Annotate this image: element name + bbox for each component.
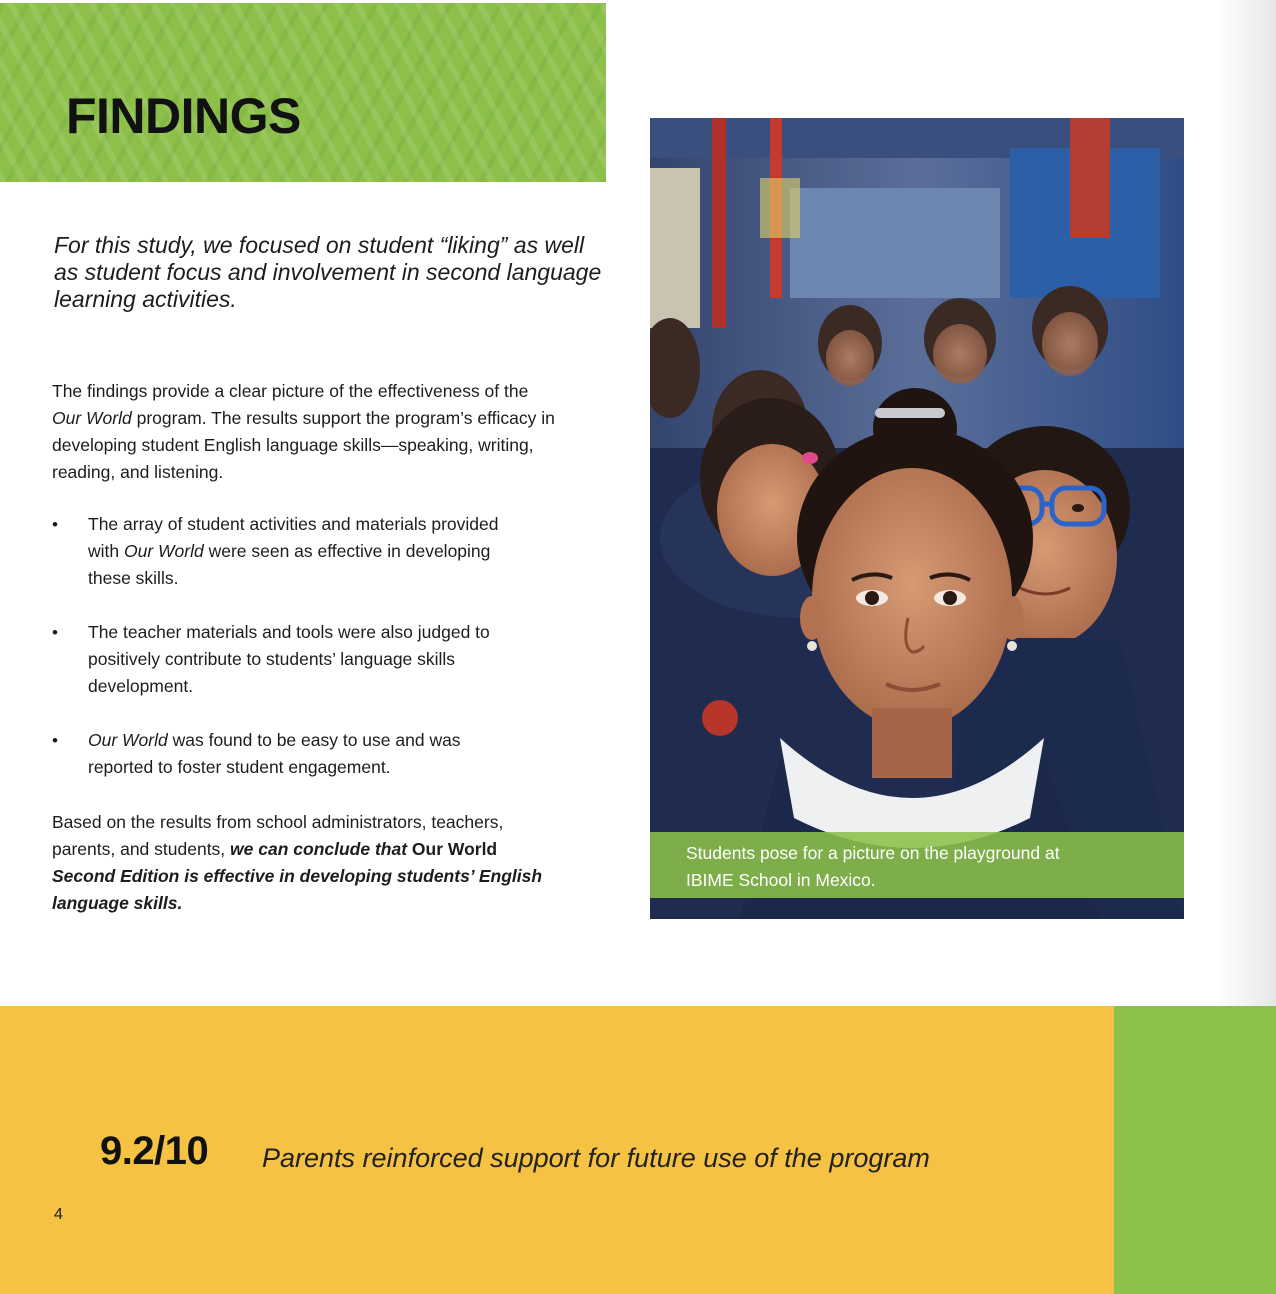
findings-paragraph xyxy=(52,378,562,486)
conclusion-emphasis: we can conclude that xyxy=(230,839,408,859)
conclusion-paragraph xyxy=(52,809,562,917)
list-item xyxy=(52,619,528,700)
page-number: 4 xyxy=(54,1206,63,1223)
program-name-bold: Our World xyxy=(407,839,498,859)
conclusion-emphasis-2: Second Edition is effective in developing students’ English language skills. xyxy=(52,866,543,913)
program-name: Our World xyxy=(123,541,204,561)
stat-value: 9.2/10 xyxy=(100,1129,209,1173)
stat-description: Parents reinforced support for future use of the program xyxy=(262,1143,930,1173)
findings-list xyxy=(52,511,572,808)
bullet-text: The array of student activities and materials provided with xyxy=(88,514,499,561)
page-edge-shadow xyxy=(1218,0,1276,1006)
caption-band xyxy=(650,832,1184,898)
conclusion-text: Based on the results from school administrators, teachers, parents, and students, xyxy=(52,812,504,859)
findings-text-2: program. The results support the program’s efficacy in developing student English language skills—speaking, writing, reading, and listening. xyxy=(52,408,555,482)
students-photo xyxy=(650,118,1184,919)
bullet-text: were seen as effective in developing these skills. xyxy=(88,541,491,588)
list-item xyxy=(52,511,528,592)
page-title: FINDINGS xyxy=(66,88,301,144)
students-photo-illustration xyxy=(650,118,1184,919)
accent-band xyxy=(1114,1006,1276,1294)
bullet-text: was found to be easy to use and was reported to foster student engagement. xyxy=(88,730,461,777)
list-item xyxy=(52,727,528,781)
program-name: Our World xyxy=(88,730,168,750)
photo-caption: Students pose for a picture on the playground at IBIME School in Mexico. xyxy=(686,843,1060,890)
findings-text-1: The findings provide a clear picture of the effectiveness of the xyxy=(52,381,529,401)
bullet-text: The teacher materials and tools were also judged to positively contribute to students’ language skills development. xyxy=(88,622,490,696)
program-name: Our World xyxy=(52,408,132,428)
intro-statement: For this study, we focused on student “liking” as well as student focus and involvement in second language learning activities. xyxy=(54,232,602,312)
